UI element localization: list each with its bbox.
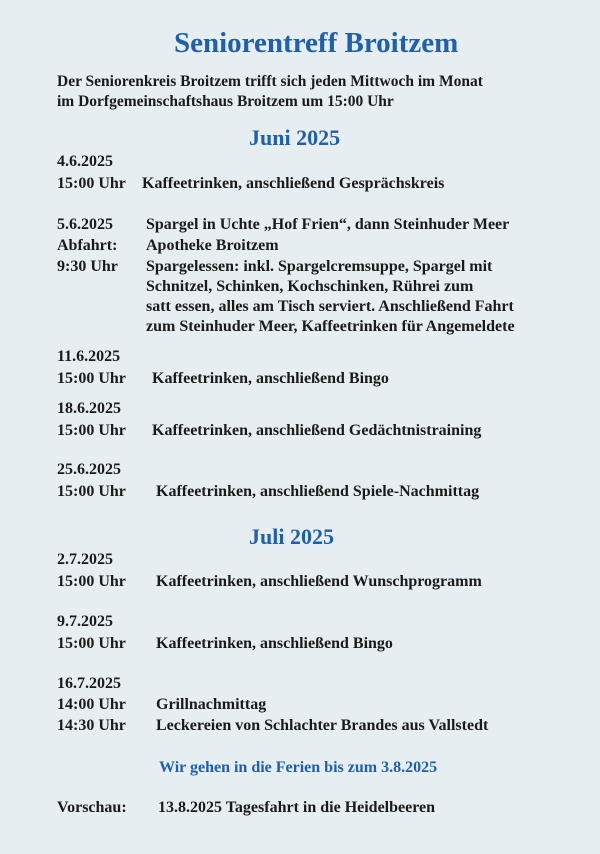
event-time: 9:30 Uhr — [57, 258, 118, 275]
preview-label: Vorschau: — [57, 799, 127, 816]
event-date: 2.7.2025 — [57, 551, 113, 568]
month-heading-july: Juli 2025 — [249, 524, 334, 549]
event-time: 15:00 Uhr — [57, 483, 126, 500]
event-detail-line: Schnitzel, Schinken, Kochschinken, Rührei zum — [146, 278, 474, 295]
event-date: 18.6.2025 — [57, 400, 121, 417]
event-time: 15:00 Uhr — [57, 635, 126, 652]
event-time: 15:00 Uhr — [57, 573, 126, 590]
event-description: Kaffeetrinken, anschließend Gesprächskreis — [142, 175, 445, 192]
event-description: Kaffeetrinken, anschließend Bingo — [156, 635, 393, 652]
event-date: 4.6.2025 — [57, 153, 113, 170]
event-description: Leckereien von Schlachter Brandes aus Vallstedt — [156, 717, 489, 734]
page-title: Seniorentreff Broitzem — [174, 27, 459, 59]
vacation-notice: Wir gehen in die Ferien bis zum 3.8.2025 — [159, 759, 438, 776]
event-time: 15:00 Uhr — [57, 370, 126, 387]
preview-text: 13.8.2025 Tagesfahrt in die Heidelbeeren — [158, 799, 436, 816]
event-date: 9.7.2025 — [57, 613, 113, 630]
event-detail-line: zum Steinhuder Meer, Kaffeetrinken für Angemeldete — [146, 318, 515, 335]
departure-label: Abfahrt: — [57, 237, 118, 254]
event-description: Spargel in Uchte „Hof Frien“, dann Steinhuder Meer — [146, 216, 510, 233]
event-description: Kaffeetrinken, anschließend Wunschprogramm — [156, 573, 482, 590]
month-heading-june: Juni 2025 — [249, 125, 341, 150]
event-description: Kaffeetrinken, anschließend Gedächtnistraining — [152, 422, 482, 439]
event-description: Kaffeetrinken, anschließend Bingo — [152, 370, 389, 387]
intro-line-2: im Dorfgemeinschaftshaus Broitzem um 15:00 Uhr — [57, 93, 394, 110]
intro-line-1: Der Seniorenkreis Broitzem trifft sich jeden Mittwoch im Monat — [57, 73, 483, 90]
event-time: 15:00 Uhr — [57, 422, 126, 439]
event-time: 14:30 Uhr — [57, 717, 126, 734]
event-date: 16.7.2025 — [57, 675, 121, 692]
event-date: 11.6.2025 — [57, 348, 121, 365]
event-time: 15:00 Uhr — [57, 175, 126, 192]
event-detail-line: satt essen, alles am Tisch serviert. Anschließend Fahrt — [146, 298, 514, 315]
departure-place: Apotheke Broitzem — [146, 237, 279, 254]
event-date: 25.6.2025 — [57, 461, 121, 478]
event-description: Kaffeetrinken, anschließend Spiele-Nachmittag — [156, 483, 480, 500]
event-date: 5.6.2025 — [57, 216, 113, 233]
event-description: Grillnachmittag — [156, 696, 267, 713]
event-time: 14:00 Uhr — [57, 696, 126, 713]
event-detail-line: Spargelessen: inkl. Spargelcremsuppe, Spargel mit — [146, 258, 493, 275]
